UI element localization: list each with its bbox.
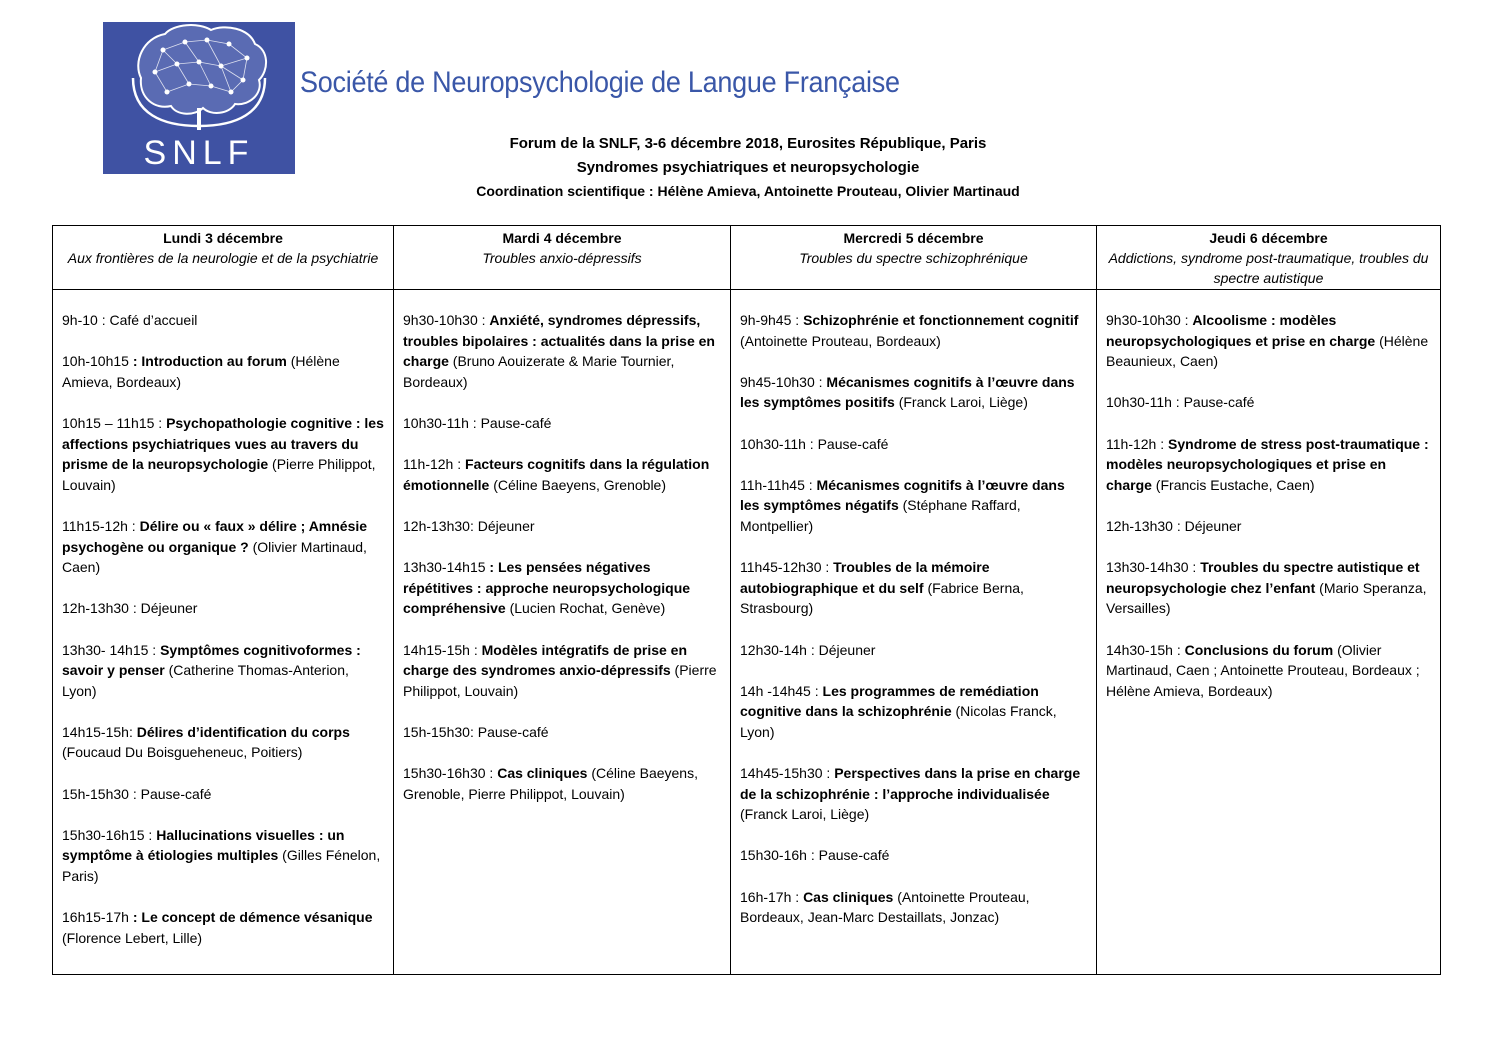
slot-title: Perspectives dans la prise en charge de la schizophrénie : l’approche individualisée	[740, 765, 1081, 802]
slot-speaker: (Catherine Thomas-Anterion, Lyon)	[62, 662, 349, 699]
slot-speaker: (Foucaud Du Boisgueheneuc, Poitiers)	[62, 744, 303, 761]
day-name: Mercredi 5 décembre	[843, 230, 984, 246]
slot-title: : Le concept de démence vésanique	[128, 909, 373, 926]
slot-time: 13h30-14h30 :	[1106, 559, 1201, 576]
slot-time: 10h30-11h : Pause-café	[403, 414, 552, 431]
day-column	[53, 290, 394, 975]
program-slot	[403, 722, 721, 743]
slot-title: Psychopathologie cognitive : les affections psychiatriques vues au travers du prisme de la neuropsychologie	[62, 414, 384, 473]
program-slot	[740, 681, 1087, 743]
event-subtitle: Syndromes psychiatriques et neuropsychologie	[576, 159, 920, 176]
slot-time: 16h15-17h	[62, 909, 129, 926]
slot-time: 11h-11h45 :	[740, 476, 817, 493]
program-header-row	[53, 226, 1441, 290]
program-slot	[62, 722, 384, 763]
program-slot	[403, 557, 721, 619]
slot-time: 15h30-16h : Pause-café	[740, 847, 890, 864]
program-slot	[1106, 434, 1431, 496]
slot-title: Modèles intégratifs de prise en charge des syndromes anxio-dépressifs	[403, 641, 688, 679]
slot-title: Troubles du spectre autistique et neuropsychologie chez l’enfant	[1106, 559, 1420, 596]
slot-title: Schizophrénie et fonctionnement cognitif	[803, 312, 1079, 328]
day-theme: Aux frontières de la neurologie et de la psychiatrie	[67, 250, 379, 266]
slot-speaker: (Bruno Aouizerate & Marie Tournier, Bordeaux)	[403, 353, 675, 390]
slot-time: 13h30-14h15	[403, 559, 486, 576]
slot-time: 10h-10h15	[62, 353, 129, 370]
day-name: Mardi 4 décembre	[502, 230, 622, 246]
program-slot	[740, 845, 1087, 866]
slot-title: Symptômes cognitivoformes : savoir y penser	[62, 641, 361, 679]
program-slot	[403, 516, 721, 537]
program-slot	[1106, 516, 1431, 537]
slot-time: 12h-13h30: Déjeuner	[403, 517, 535, 534]
day-column	[1097, 290, 1441, 975]
day-name: Jeudi 6 décembre	[1209, 230, 1328, 246]
program-table	[52, 225, 1441, 975]
slot-speaker: (Gilles Fénelon, Paris)	[62, 847, 381, 885]
slot-time: 15h-15h30: Pause-café	[403, 723, 549, 740]
program-slot	[62, 825, 384, 887]
slot-title: Conclusions du forum	[1184, 641, 1334, 658]
program-slot	[740, 557, 1087, 619]
slot-title: Hallucinations visuelles : un symptôme à étiologies multiples	[62, 826, 345, 864]
program-slot	[740, 310, 1087, 351]
slot-speaker: (Olivier Martinaud, Caen)	[62, 538, 367, 576]
slot-speaker: (Antoinette Prouteau, Bordeaux)	[740, 332, 941, 349]
slot-speaker: (Stéphane Raffard, Montpellier)	[740, 497, 1021, 534]
event-header	[440, 132, 1056, 202]
program-slot	[62, 516, 384, 578]
slot-speaker: (Florence Lebert, Lille)	[62, 929, 203, 946]
event-title: Forum de la SNLF, 3-6 décembre 2018, Eurosites République, Paris	[509, 135, 987, 152]
slot-time: 14h -14h45 :	[740, 682, 823, 699]
program-slot	[1106, 640, 1431, 702]
slot-speaker: (Franck Laroi, Liège)	[740, 806, 870, 823]
program-slot	[740, 475, 1087, 537]
slot-time: 9h30-10h30 :	[1106, 312, 1193, 328]
day-theme: Troubles anxio-dépressifs	[482, 250, 642, 266]
day-header	[53, 226, 394, 290]
program-slot	[740, 434, 1087, 455]
program-slot	[62, 310, 384, 331]
snlf-logo	[103, 22, 295, 174]
slot-time: 10h15 – 11h15 :	[62, 414, 167, 431]
slot-time: 11h45-12h30 :	[740, 559, 834, 576]
slot-title: Cas cliniques	[803, 888, 894, 905]
slot-time: 11h-12h :	[1106, 435, 1169, 452]
slot-time: 10h30-11h : Pause-café	[740, 435, 889, 452]
slot-speaker: (Antoinette Prouteau, Bordeaux, Jean-Marc Destaillats, Jonzac)	[740, 888, 1030, 926]
slot-speaker: (Olivier Martinaud, Caen ; Antoinette Prouteau, Bordeaux ; Hélène Amieva, Bordeaux)	[1106, 641, 1420, 699]
slot-title: Anxiété, syndromes dépressifs, troubles bipolaires : actualités dans la prise en charge	[403, 312, 715, 370]
slot-time: 15h30-16h15 :	[62, 826, 157, 843]
program-slot	[740, 640, 1087, 661]
slot-time: 15h30-16h30 :	[403, 765, 498, 782]
slot-time: 12h30-14h : Déjeuner	[740, 641, 876, 658]
slot-speaker: (Hélène Amieva, Bordeaux)	[62, 353, 340, 390]
slot-time: 9h-10 : Café d’accueil	[62, 312, 198, 328]
day-name: Lundi 3 décembre	[163, 230, 283, 246]
program-slot	[403, 310, 721, 392]
slot-time: 9h45-10h30 :	[740, 373, 827, 390]
slot-speaker: (Céline Baeyens, Grenoble, Pierre Philippot, Louvain)	[403, 765, 698, 802]
day-column	[731, 290, 1097, 975]
program-slot	[62, 598, 384, 619]
slot-speaker: (Francis Eustache, Caen)	[1151, 476, 1315, 493]
day-theme: Addictions, syndrome post-traumatique, troubles du spectre autistique	[1108, 250, 1429, 286]
slot-time: 16h-17h :	[740, 888, 804, 905]
slot-title: Syndrome de stress post-traumatique : modèles neuropsychologiques et prise en charge	[1106, 435, 1429, 493]
slot-time: 10h30-11h : Pause-café	[1106, 394, 1255, 411]
slot-time: 13h30- 14h15 :	[62, 641, 161, 658]
slot-title: Les programmes de remédiation cognitive dans la schizophrénie	[740, 682, 1039, 720]
program-slot	[62, 413, 384, 495]
slot-title: Cas cliniques	[497, 765, 588, 782]
slot-title: Alcoolisme : modèles neuropsychologiques et prise en charge	[1106, 312, 1376, 349]
organization-name: Société de Neuropsychologie de Langue Française	[300, 66, 900, 99]
program-slot	[62, 907, 384, 948]
event-coordination: Coordination scientifique : Hélène Amieva, Antoinette Prouteau, Olivier Martinaud	[476, 183, 1020, 199]
program-slot	[1106, 392, 1431, 413]
program-slot	[1106, 557, 1431, 619]
program-slot	[403, 763, 721, 804]
slot-time: 14h15-15h :	[403, 641, 482, 658]
slot-title: Délires d’identification du corps	[136, 723, 350, 740]
slot-title: : Introduction au forum	[128, 353, 287, 370]
day-header	[394, 226, 731, 290]
day-theme: Troubles du spectre schizophrénique	[799, 250, 1028, 266]
slot-speaker: (Hélène Beaunieux, Caen)	[1106, 332, 1429, 370]
slot-title: Mécanismes cognitifs à l’œuvre dans les symptômes négatifs	[740, 476, 1065, 514]
slot-time: 15h-15h30 : Pause-café	[62, 785, 212, 802]
slot-title: : Les pensées négatives répétitives : approche neuropsychologique compréhensive	[403, 559, 691, 617]
slot-time: 14h15-15h:	[62, 723, 137, 740]
slot-speaker: (Pierre Philippot, Louvain)	[403, 662, 717, 699]
slot-time: 12h-13h30 : Déjeuner	[62, 600, 198, 617]
slot-time: 9h-9h45 :	[740, 312, 804, 328]
slot-speaker: (Lucien Rochat, Genève)	[505, 600, 666, 617]
program-slot	[403, 454, 721, 495]
slot-time: 11h-12h :	[403, 456, 466, 473]
slot-speaker: (Mario Speranza, Versailles)	[1106, 579, 1427, 617]
slot-speaker: (Franck Laroi, Liège)	[894, 394, 1028, 411]
slot-title: Mécanismes cognitifs à l’œuvre dans les symptômes positifs	[740, 373, 1075, 411]
slot-time: 12h-13h30 : Déjeuner	[1106, 517, 1242, 534]
program-body-row	[53, 290, 1441, 975]
slot-title: Troubles de la mémoire autobiographique et du self	[740, 559, 990, 596]
slot-speaker: (Pierre Philippot, Louvain)	[62, 456, 376, 493]
program-slot	[62, 784, 384, 805]
slot-title: Facteurs cognitifs dans la régulation émotionnelle	[403, 456, 710, 493]
program-slot	[62, 351, 384, 392]
slot-time: 14h45-15h30 :	[740, 765, 835, 782]
program-slot	[740, 887, 1087, 928]
slot-speaker: (Nicolas Franck, Lyon)	[740, 703, 1057, 740]
slot-title: Délire ou « faux » délire ; Amnésie psychogène ou organique ?	[62, 517, 368, 555]
program-slot	[740, 763, 1087, 825]
day-header	[1097, 226, 1441, 290]
day-header	[731, 226, 1097, 290]
slot-time: 11h15-12h :	[62, 517, 140, 534]
program-slot	[403, 640, 721, 702]
day-column	[394, 290, 731, 975]
slot-speaker: (Fabrice Berna, Strasbourg)	[740, 579, 1024, 617]
program-slot	[740, 372, 1087, 413]
slot-speaker: (Céline Baeyens, Grenoble)	[489, 476, 667, 493]
program-slot	[1106, 310, 1431, 372]
slot-time: 9h30-10h30 :	[403, 312, 490, 328]
program-slot	[403, 413, 721, 434]
program-slot	[62, 640, 384, 702]
slot-time: 14h30-15h :	[1106, 641, 1185, 658]
logo-text: SNLF	[143, 134, 255, 172]
